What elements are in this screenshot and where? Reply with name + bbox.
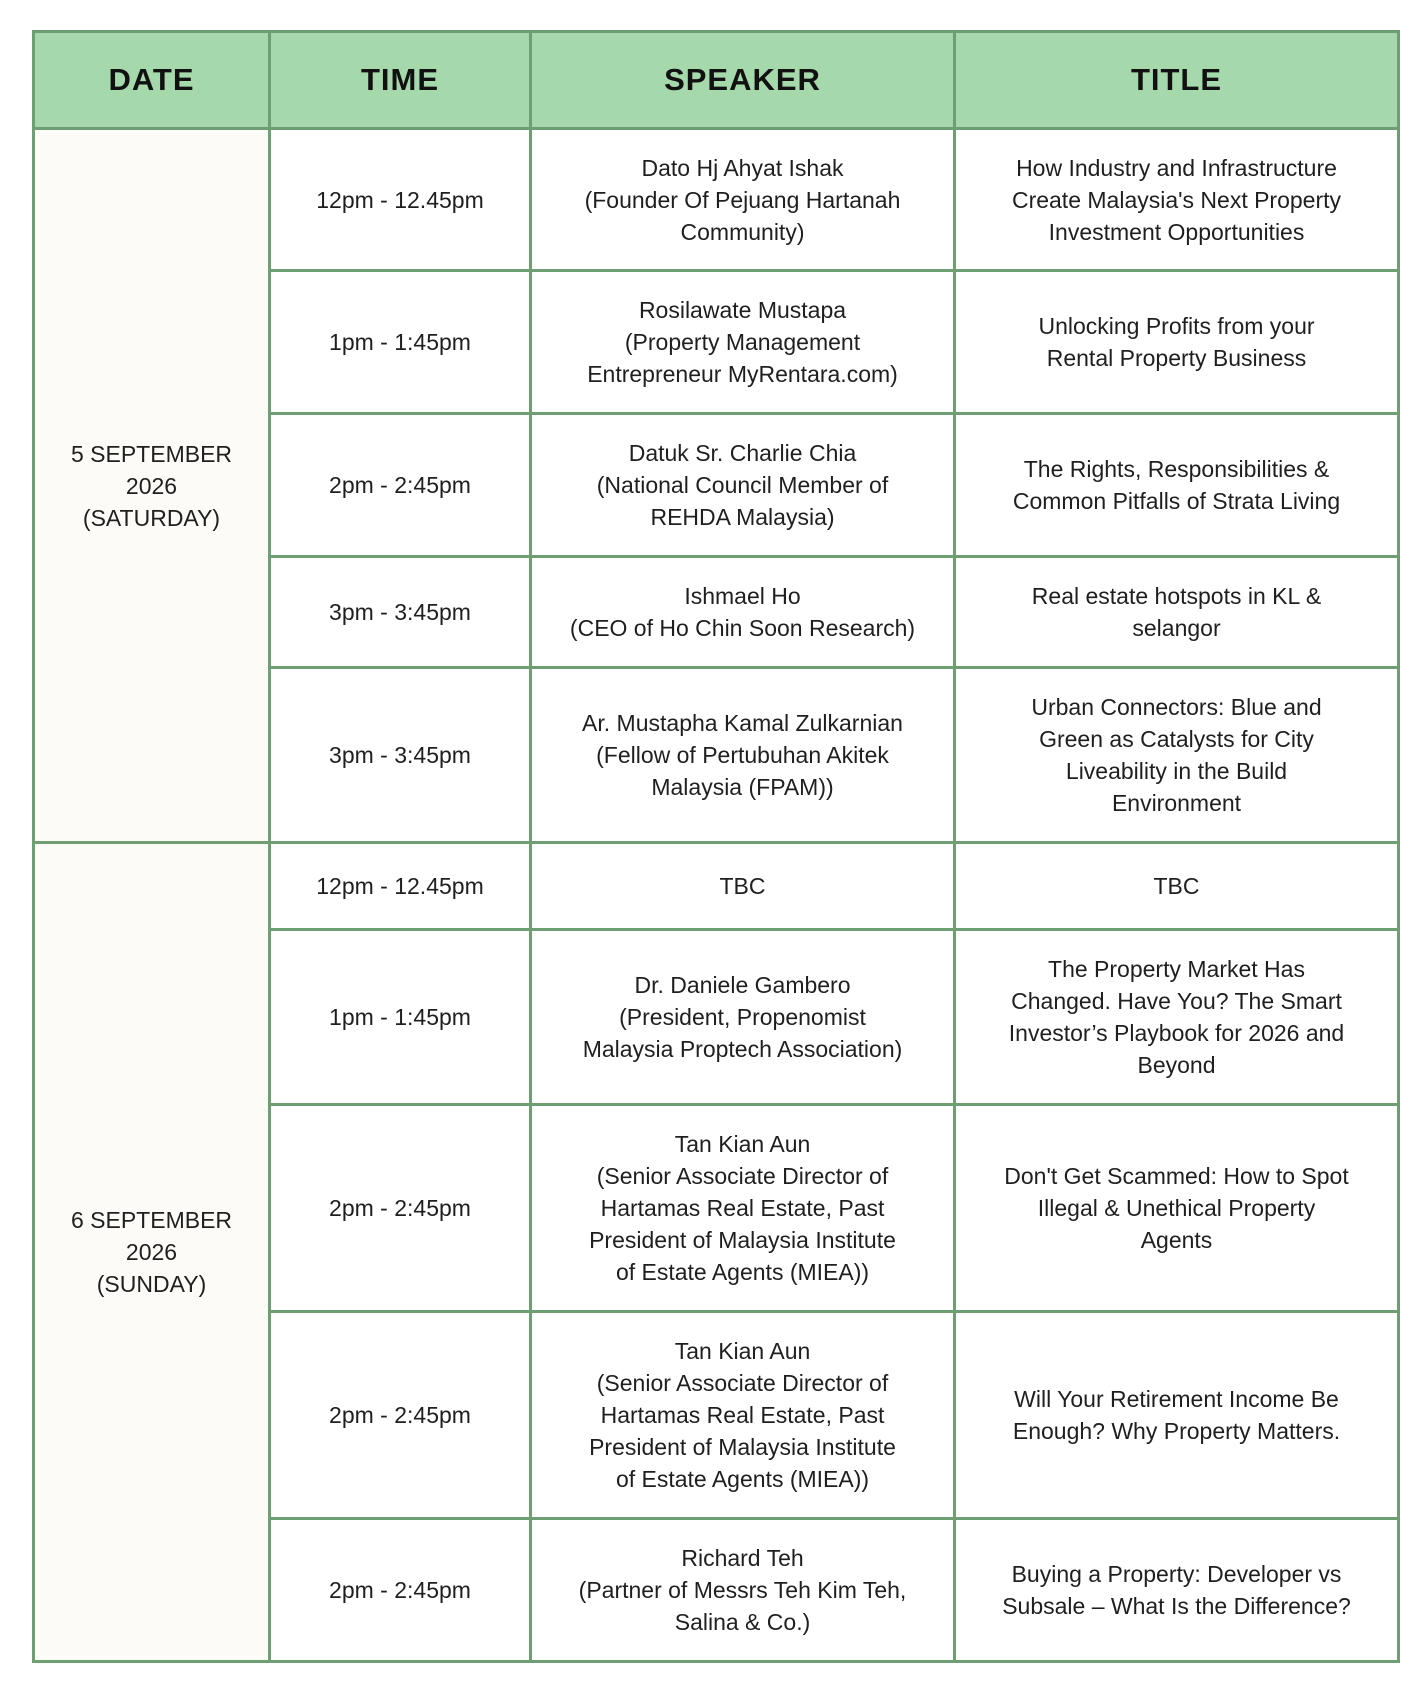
speaker-cell: Ar. Mustapha Kamal Zulkarnian (Fellow of Pertubuhan Akitek Malaysia (FPAM)) xyxy=(531,668,955,843)
title-cell: How Industry and Infrastructure Create Malaysia's Next Property Investment Opportunities xyxy=(955,129,1399,271)
table-row xyxy=(34,843,1399,930)
title-cell: Urban Connectors: Blue and Green as Catalysts for City Liveability in the Build Environment xyxy=(955,668,1399,843)
time-cell: 2pm - 2:45pm xyxy=(270,1519,531,1662)
speaker-cell: Dato Hj Ahyat Ishak (Founder Of Pejuang Hartanah Community) xyxy=(531,129,955,271)
title-cell: Don't Get Scammed: How to Spot Illegal & Unethical Property Agents xyxy=(955,1105,1399,1312)
header-speaker: SPEAKER xyxy=(531,32,955,129)
speaker-cell: Dr. Daniele Gambero (President, Propenomist Malaysia Proptech Association) xyxy=(531,930,955,1105)
time-cell: 12pm - 12.45pm xyxy=(270,843,531,930)
time-cell: 2pm - 2:45pm xyxy=(270,1312,531,1519)
speaker-cell: Tan Kian Aun (Senior Associate Director of Hartamas Real Estate, Past President of Malaysia Institute of Estate Agents (MIEA)) xyxy=(531,1312,955,1519)
header-row xyxy=(34,32,1399,129)
time-cell: 3pm - 3:45pm xyxy=(270,557,531,668)
time-cell: 2pm - 2:45pm xyxy=(270,414,531,557)
speaker-cell: Ishmael Ho (CEO of Ho Chin Soon Research) xyxy=(531,557,955,668)
date-cell: 5 SEPTEMBER 2026 (SATURDAY) xyxy=(34,129,270,843)
title-cell: Unlocking Profits from your Rental Property Business xyxy=(955,271,1399,414)
title-cell: The Rights, Responsibilities & Common Pitfalls of Strata Living xyxy=(955,414,1399,557)
header-date: DATE xyxy=(34,32,270,129)
time-cell: 1pm - 1:45pm xyxy=(270,930,531,1105)
time-cell: 3pm - 3:45pm xyxy=(270,668,531,843)
time-cell: 12pm - 12.45pm xyxy=(270,129,531,271)
date-cell: 6 SEPTEMBER 2026 (SUNDAY) xyxy=(34,843,270,1662)
time-cell: 2pm - 2:45pm xyxy=(270,1105,531,1312)
table-row xyxy=(34,129,1399,271)
title-cell: The Property Market Has Changed. Have You? The Smart Investor’s Playbook for 2026 and Beyond xyxy=(955,930,1399,1105)
speaker-cell: Datuk Sr. Charlie Chia (National Council Member of REHDA Malaysia) xyxy=(531,414,955,557)
header-title: TITLE xyxy=(955,32,1399,129)
title-cell: Real estate hotspots in KL & selangor xyxy=(955,557,1399,668)
time-cell: 1pm - 1:45pm xyxy=(270,271,531,414)
speaker-cell: Rosilawate Mustapa (Property Management Entrepreneur MyRentara.com) xyxy=(531,271,955,414)
table-header xyxy=(34,32,1399,129)
header-time: TIME xyxy=(270,32,531,129)
speaker-cell: TBC xyxy=(531,843,955,930)
title-cell: Will Your Retirement Income Be Enough? Why Property Matters. xyxy=(955,1312,1399,1519)
table-body xyxy=(34,129,1399,1662)
schedule-table xyxy=(32,30,1400,1663)
speaker-cell: Richard Teh (Partner of Messrs Teh Kim Teh, Salina & Co.) xyxy=(531,1519,955,1662)
title-cell: TBC xyxy=(955,843,1399,930)
title-cell: Buying a Property: Developer vs Subsale – What Is the Difference? xyxy=(955,1519,1399,1662)
speaker-cell: Tan Kian Aun (Senior Associate Director of Hartamas Real Estate, Past President of Malaysia Institute of Estate Agents (MIEA)) xyxy=(531,1105,955,1312)
